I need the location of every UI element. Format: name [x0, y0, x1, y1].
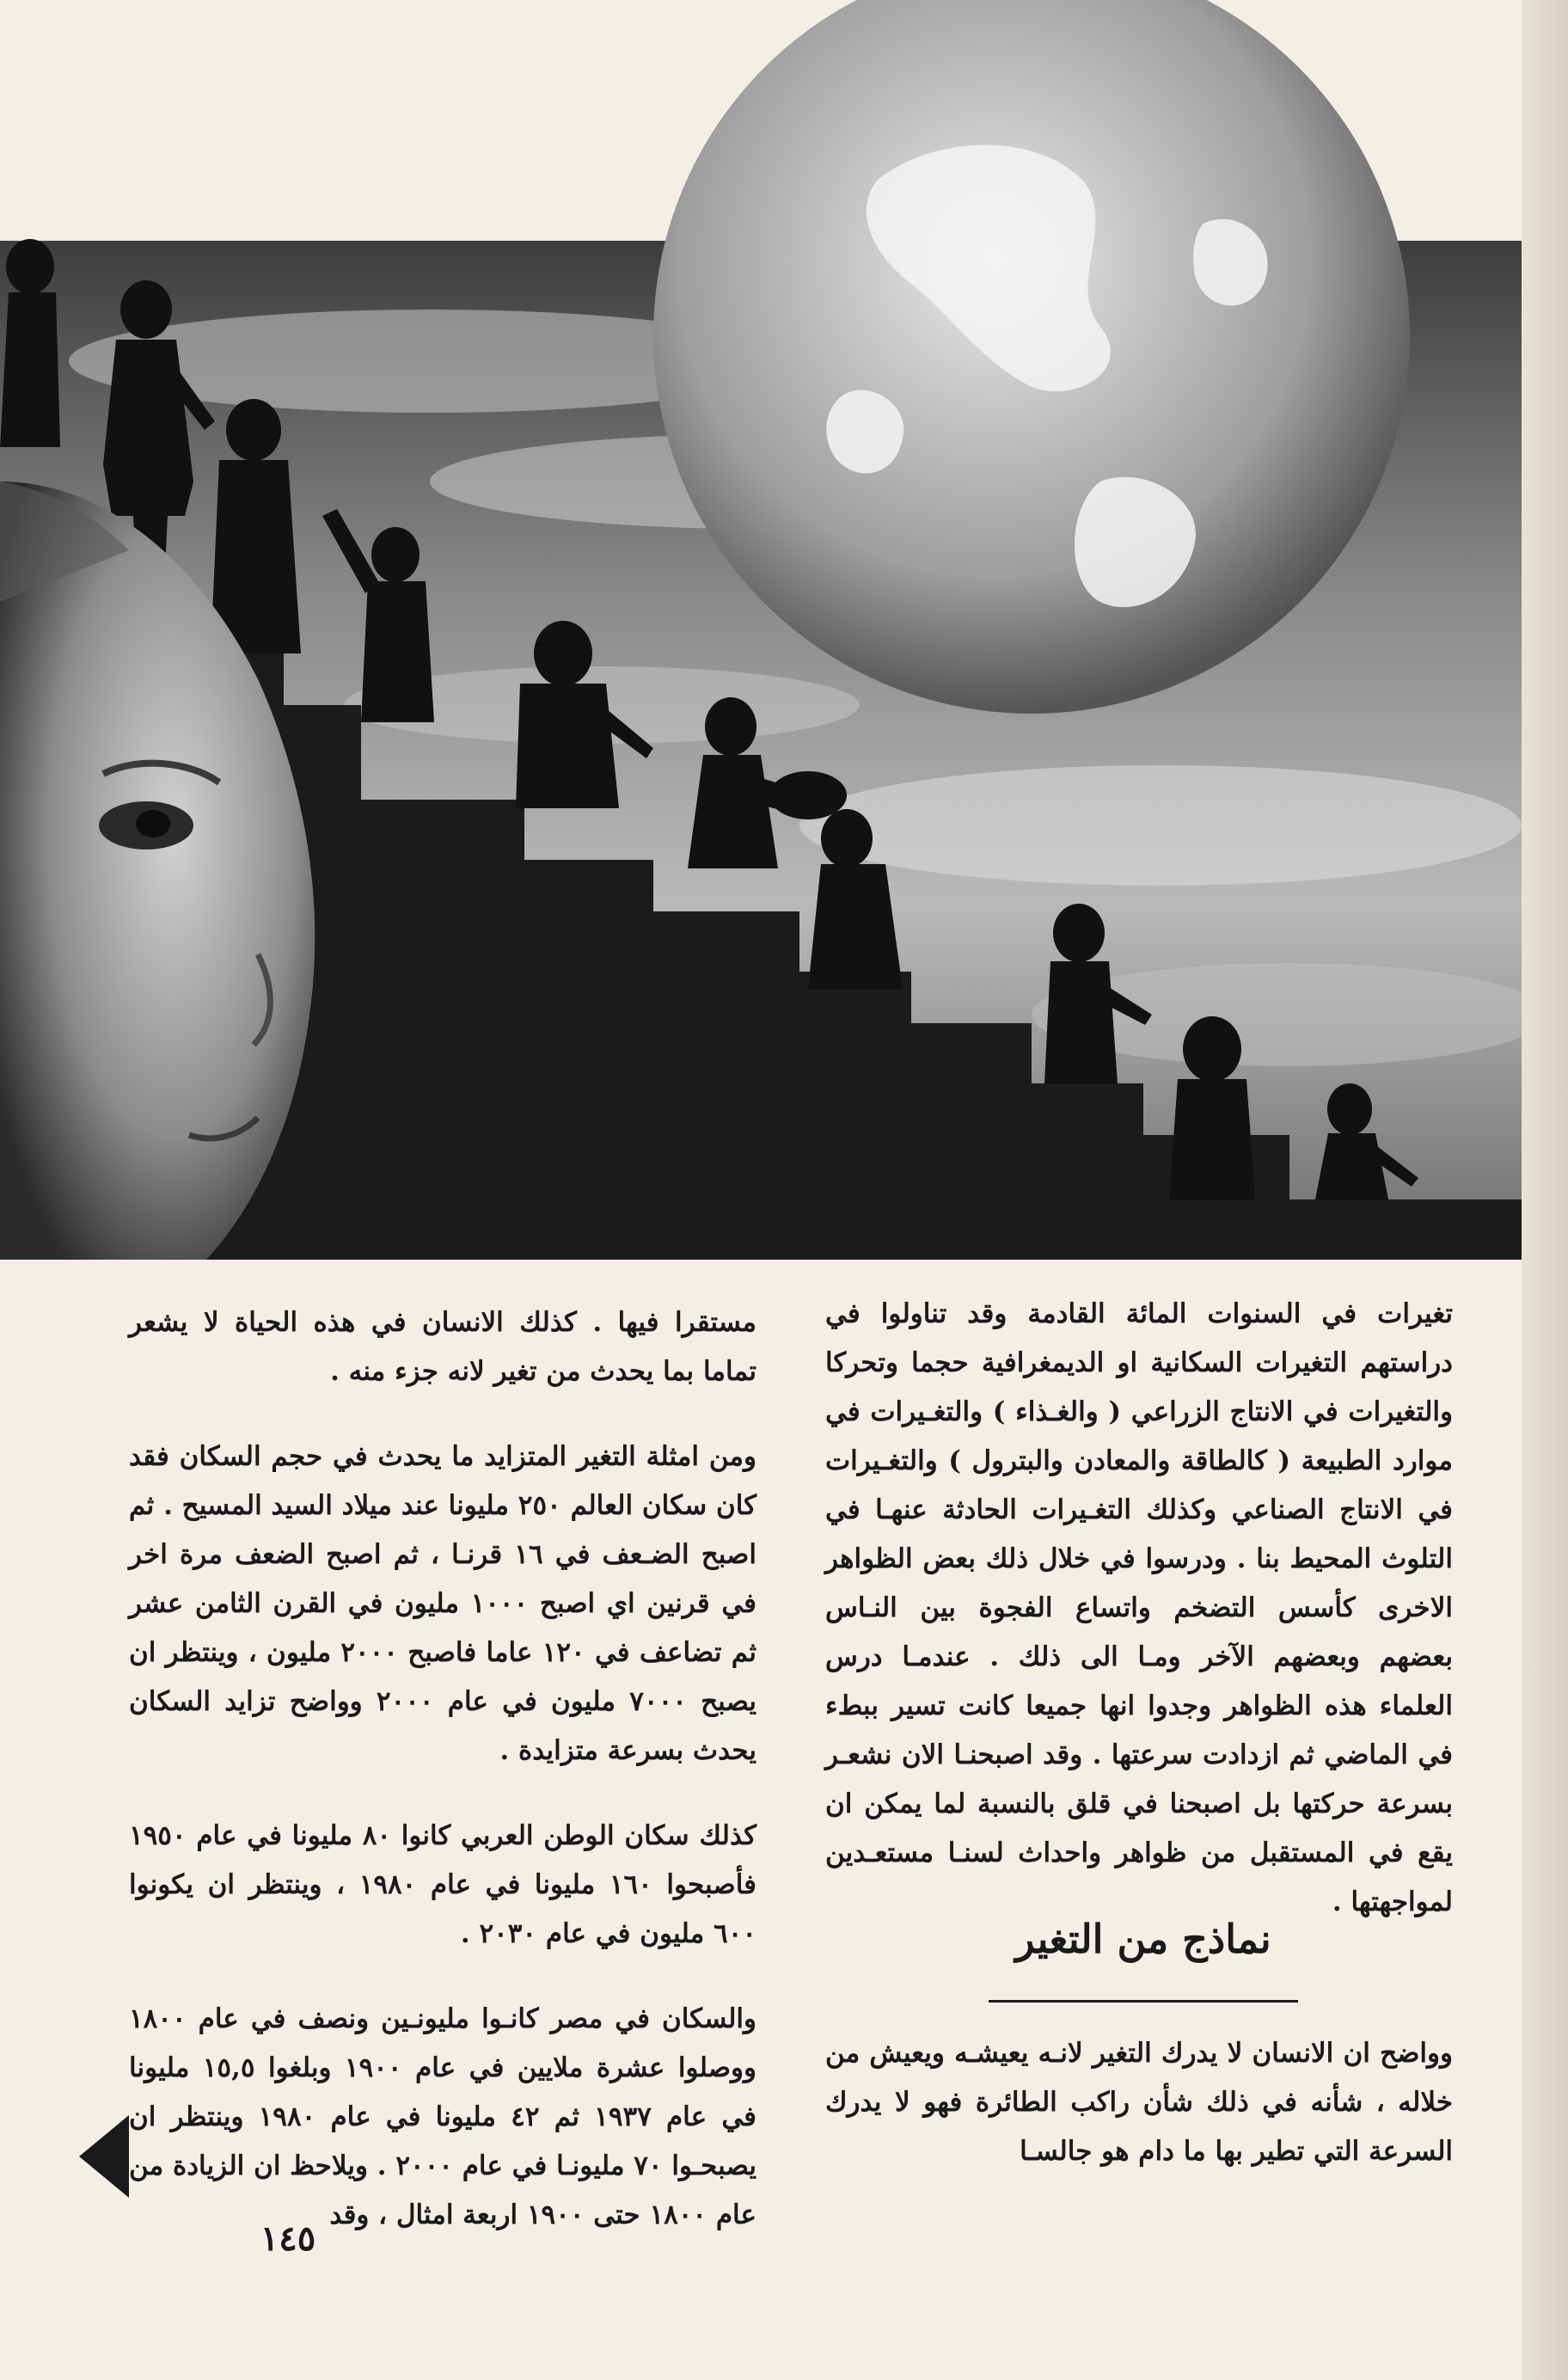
page-edge-shadow: [1522, 0, 1568, 2380]
left-column-paragraph-2: ومن امثلة التغير المتزايد ما يحدث في حجم السكان فقد كان سكان العالم ٢٥٠ مليونا عند ميلاد السيد المسيح . ثم اصبح الضـعف في ١٦ قرنـا ، ثم اصبح الضعف مرة اخر في قرنين اي اصبح ١٠٠٠ مليون في القرن الثامن عشر ثم تضاعف في ١٢٠ عاما فاصبح ٢٠٠٠ مليون ، وينتظر ان يصبح ٧٠٠٠ مليون في عام ٢٠٠٠ وواضح تزايد السكان يحدث بسرعة متزايدة .: [129, 1441, 757, 1766]
left-column-paragraph-3: كذلك سكان الوطن العربي كانوا ٨٠ مليونا في عام ١٩٥٠ فأصبحوا ١٦٠ مليونا في عام ١٩٨٠ ، وينتظر ان يكونوا ٦٠٠ مليون في عام ٢٠٣٠ .: [129, 1820, 756, 1949]
right-column-paragraph-2: وواضح ان الانسان لا يدرك التغير لانـه يعيشـه ويعيش من خلاله ، شأنه في ذلك شأن راكب الطائرة فهو لا يدرك السرعة التي تطير بها ما دام هو جالسـا: [825, 2038, 1453, 2167]
right-column-lower: [825, 2029, 1453, 2176]
heading-divider: [989, 2000, 1298, 2003]
continue-arrow-icon: [79, 2115, 129, 2198]
left-column: [129, 1298, 756, 2240]
section-heading: نماذج من التغير: [1015, 1916, 1271, 1962]
left-column-paragraph-1: مستقرا فيها . كذلك الانسان في هذه الحياة لا يشعر تماما بما يحدث من تغير لانه جزء منه .: [129, 1307, 756, 1387]
right-column: [825, 1290, 1453, 1963]
left-column-paragraph-4: والسكان في مصر كانـوا مليونـين ونصف في عام ١٨٠٠ ووصلوا عشرة ملايين في عام ١٩٠٠ وبلغوا ١٥,٥ مليونا في عام ١٩٣٧ ثم ٤٢ مليونا في عام ١٩٨٠ وينتظر ان يصبحـوا ٧٠ مليونـا في عام ٢٠٠٠ . ويلاحظ ان الزيادة من عام ١٨٠٠ حتى ١٩٠٠ اربعة امثال ، وقد: [129, 2003, 756, 2230]
right-column-paragraph-1: تغيرات في السنوات المائة القادمة وقد تناولوا في دراستهم التغيرات السكانية او الديمغرافية حجما وتحركا والتغيرات في الانتاج الزراعي ( والغـذاء ) والتغـيرات في موارد الطبيعة ( كالطاقة والمعادن والبترول ) والتغـيرات في الانتاج الصناعي وكذلك التغـيرات الحادثة عنهـا في التلوث المحيط بنا . ودرسوا في خلال ذلك بعض الظواهر الاخرى كأسس التضخم واتساع الفجوة بين النـاس بعضهم وبعضهم الآخر ومـا الى ذلك . عندمـا درس العلماء هذه الظواهر وجدوا انها جميعا كانت تسير ببطء في الماضي ثم ازدادت سرعتها . وقد اصبحنـا الان نشعـر بسرعة حركتها بل اصبحنا في قلق بالنسبة لما يمكن ان يقع في المستقبل من ظواهر واحداث لسنـا مستعـدين لمواجهتها .: [825, 1298, 1453, 1917]
page-number: ١٤٥: [260, 2218, 316, 2259]
